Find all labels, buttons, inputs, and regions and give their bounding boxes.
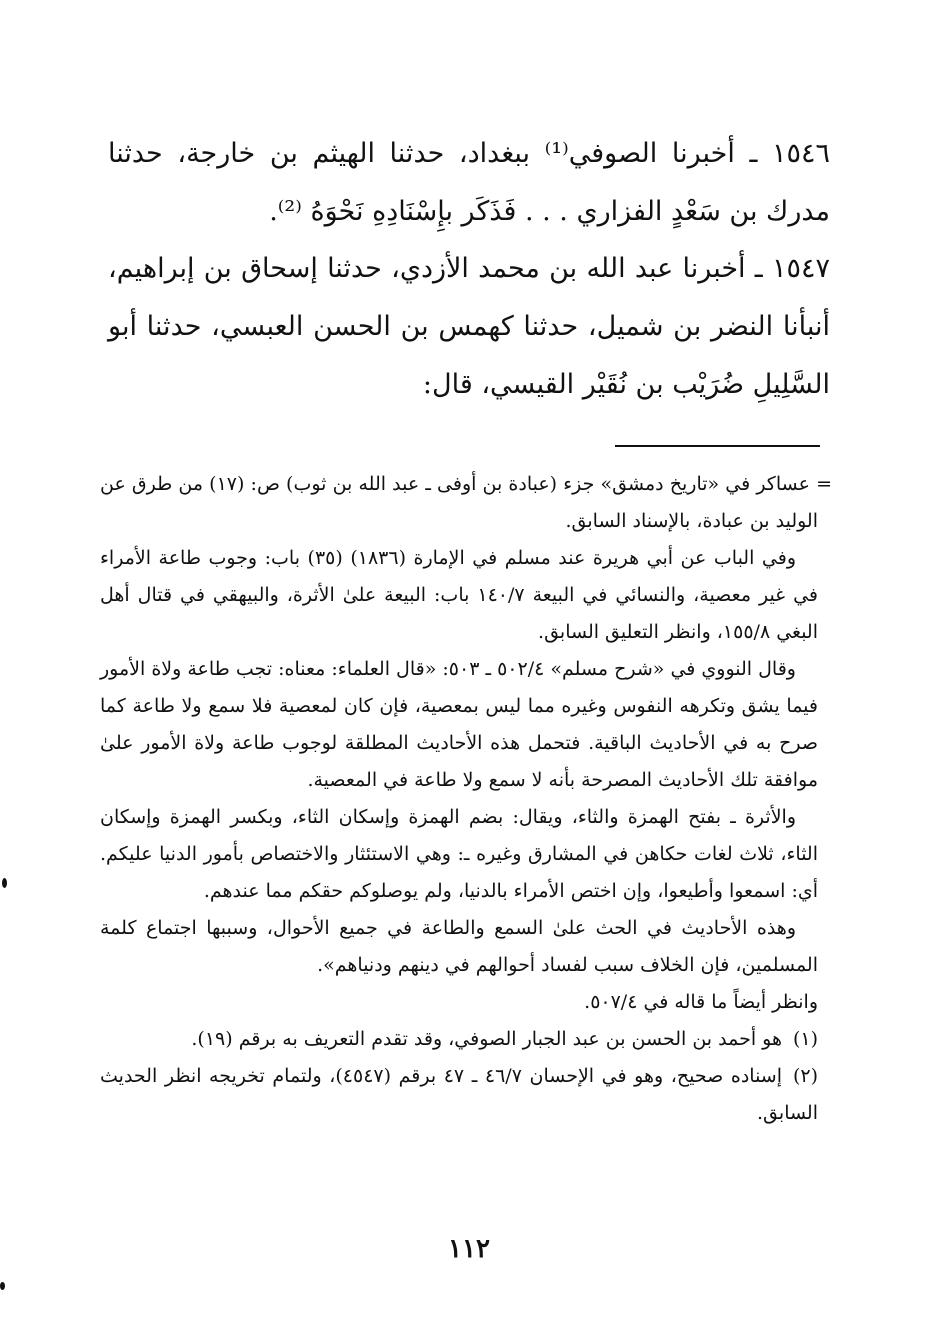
footnote-paragraph: والأثرة ـ بفتح الهمزة والثاء، ويقال: بضم الهمزة وإسكان الثاء، وبكسر الهمزة وإسكان الثاء، ثلاث لغات حكاهن في المشارق وغيره ـ: وهي الاستئثار والاختصاص بأمور الدنيا عليكم. أي: اسمعوا وأطيعوا، وإن اختص الأمراء بالدنيا، ولم يوصلوكم حقكم مما عندهم. <box>100 806 818 902</box>
footnote-2 <box>100 1058 818 1132</box>
hadith-1547: ١٥٤٧ ـ أخبرنا عبد الله بن محمد الأزدي، حدثنا إسحاق بن إبراهيم، أنبأنا النضر بن شميل، حدثنا كهمس بن الحسن العبسي، حدثنا أبو السَّلِيلِ ضُرَيْب بن نُقَيْر القيسي، قال: <box>108 253 830 400</box>
footnote-divider <box>615 445 820 447</box>
footnote-paragraph: وفي الباب عن أبي هريرة عند مسلم في الإمارة (١٨٣٦) (٣٥) باب: وجوب طاعة الأمراء في غير معصية، والنسائي في البيعة ١٤٠/٧ باب: البيعة علىٰ الأثرة، والبيهقي في قتال أهل البغي ١٥٥/٨، وانظر التعليق السابق. <box>100 547 819 643</box>
page-number: ١١٢ <box>448 1234 490 1264</box>
footnote-text: إسناده صحيح، وهو في الإحسان ٤٦/٧ ـ ٤٧ برقم (٤٥٤٧)، ولتمام تخريجه انظر الحديث السابق. <box>100 1065 818 1124</box>
footnote-1 <box>100 1021 818 1058</box>
scan-speck <box>0 1282 5 1290</box>
footnote-paragraph: وانظر أيضاً ما قاله في ٥٠٧/٤. <box>584 991 818 1013</box>
footnote-continuation: = عساكر في «تاريخ دمشق» جزء (عبادة بن أوفى ـ عبد الله بن ثوب) ص: (١٧) من طرق عن الوليد بن عبادة، بالإسناد السابق. <box>100 466 818 540</box>
footnote-text: هو أحمد بن الحسن بن عبد الجبار الصوفي، وقد تقدم التعريف به برقم (١٩). <box>191 1028 782 1050</box>
footnote-paragraph: وهذه الأحاديث في الحث علىٰ السمع والطاعة في جميع الأحوال، وسببها اجتماع كلمة المسلمين، فإن الخلاف سبب لفساد أحوالهم في دينهم ودنياهم». <box>100 917 818 976</box>
hadith-1546: ١٥٤٦ ـ أخبرنا الصوفي⁽¹⁾ ببغداد، حدثنا الهيثم بن خارجة، حدثنا مدرك بن سَعْدٍ الفزاري . . . فَذَكَر بإِسْنَادِهِ نَحْوَهُ ⁽²⁾. <box>108 138 830 227</box>
footnotes-section <box>100 466 818 1132</box>
footnote-number: (١) <box>792 1028 818 1050</box>
footnote-paragraph: وقال النووي في «شرح مسلم» ٥٠٢/٤ ـ ٥٠٣: «قال العلماء: معناه: تجب طاعة ولاة الأمور فيما يشق وتكرهه النفوس وغيره مما ليس بمعصية، فإن كان لمعصية فلا سمع ولا طاعة كما صرح به في الأحاديث الباقية. فتحمل هذه الأحاديث المطلقة لوجوب طاعة ولاة الأمور علىٰ موافقة تلك الأحاديث المصرحة بأنه لا سمع ولا طاعة في المعصية. <box>100 658 818 791</box>
footnote-number: (٢) <box>792 1065 818 1087</box>
scan-speck <box>2 878 7 888</box>
